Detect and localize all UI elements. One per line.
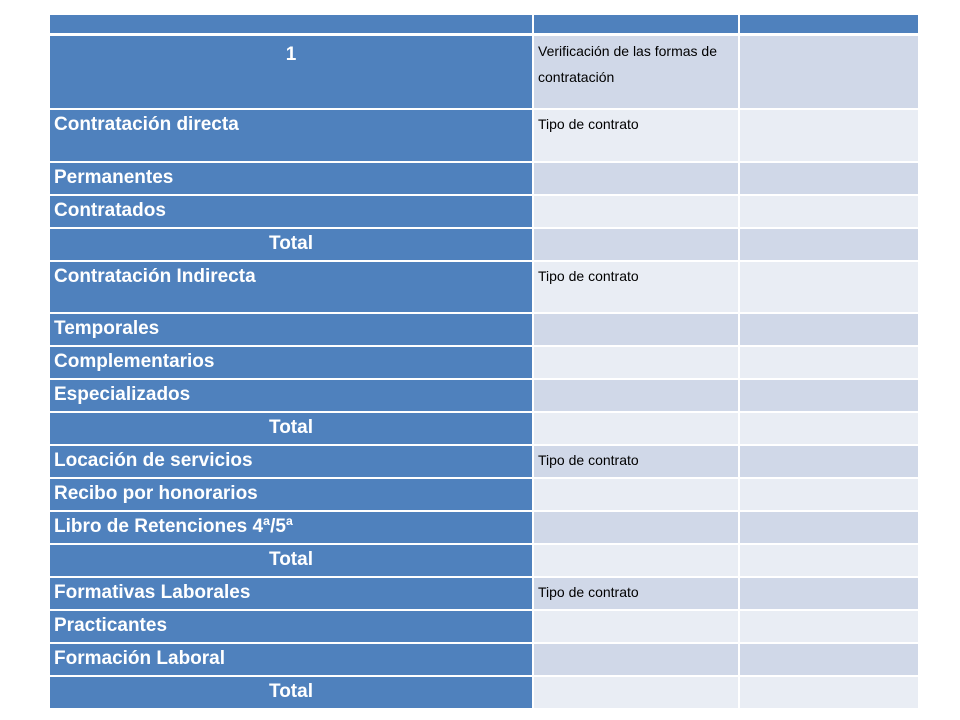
table-row: [49, 445, 919, 478]
row-label: Locación de servicios: [49, 445, 533, 478]
table-cell: [739, 346, 919, 379]
table-row: [49, 379, 919, 412]
table-cell: [739, 511, 919, 544]
row-note: [533, 511, 739, 544]
row-note: [533, 643, 739, 676]
table-cell: [739, 228, 919, 261]
table-row: [49, 643, 919, 676]
table-top-header-row: [49, 14, 919, 34]
contract-verification-table: [48, 13, 920, 710]
row-label: Recibo por honorarios: [49, 478, 533, 511]
row-note: Tipo de contrato: [533, 577, 739, 610]
table-cell: [739, 261, 919, 313]
row-label: Libro de Retenciones 4ª/5ª: [49, 511, 533, 544]
table-row: [49, 544, 919, 577]
table-row: [49, 261, 919, 313]
table-cell: [739, 610, 919, 643]
table-title-row: [49, 34, 919, 109]
table-row: [49, 313, 919, 346]
row-note: [533, 478, 739, 511]
row-note: [533, 346, 739, 379]
row-note: [533, 610, 739, 643]
header-cell: [533, 14, 739, 34]
table-cell: [739, 676, 919, 709]
table-cell: [739, 195, 919, 228]
row-note: [533, 228, 739, 261]
table-cell: [739, 643, 919, 676]
table-row: [49, 412, 919, 445]
table-cell: [739, 313, 919, 346]
row-label: Especializados: [49, 379, 533, 412]
table-row: [49, 109, 919, 162]
table-cell: [739, 34, 919, 109]
table-cell: [739, 162, 919, 195]
row-total-label: Total: [49, 676, 533, 709]
row-note: Tipo de contrato: [533, 445, 739, 478]
table-row: [49, 610, 919, 643]
row-note: [533, 676, 739, 709]
table-cell: [739, 577, 919, 610]
row-label: Complementarios: [49, 346, 533, 379]
row-note: [533, 162, 739, 195]
row-note: [533, 195, 739, 228]
header-cell: [49, 14, 533, 34]
table-row: [49, 676, 919, 709]
header-cell: [739, 14, 919, 34]
table-cell: [739, 544, 919, 577]
table-row: [49, 162, 919, 195]
row-total-label: Total: [49, 228, 533, 261]
row-note: [533, 313, 739, 346]
row-label: Contratados: [49, 195, 533, 228]
row-total-label: Total: [49, 544, 533, 577]
row-label: Formación Laboral: [49, 643, 533, 676]
table-cell: [739, 109, 919, 162]
table-row: [49, 195, 919, 228]
row-label: Practicantes: [49, 610, 533, 643]
row-label: Temporales: [49, 313, 533, 346]
row-note: Tipo de contrato: [533, 261, 739, 313]
row-note: [533, 379, 739, 412]
section-description: Verificación de las formas de contratación: [533, 34, 739, 109]
table-row: [49, 577, 919, 610]
table-cell: [739, 478, 919, 511]
row-total-label: Total: [49, 412, 533, 445]
row-label: Contratación Indirecta: [49, 261, 533, 313]
section-number: 1: [49, 34, 533, 109]
table-cell: [739, 379, 919, 412]
table-row: [49, 228, 919, 261]
table-row: [49, 511, 919, 544]
table-row: [49, 346, 919, 379]
row-label: Permanentes: [49, 162, 533, 195]
row-label: Formativas Laborales: [49, 577, 533, 610]
table-row: [49, 478, 919, 511]
row-note: [533, 544, 739, 577]
table-cell: [739, 412, 919, 445]
row-note: [533, 412, 739, 445]
row-label: Contratación directa: [49, 109, 533, 162]
table-cell: [739, 445, 919, 478]
row-note: Tipo de contrato: [533, 109, 739, 162]
